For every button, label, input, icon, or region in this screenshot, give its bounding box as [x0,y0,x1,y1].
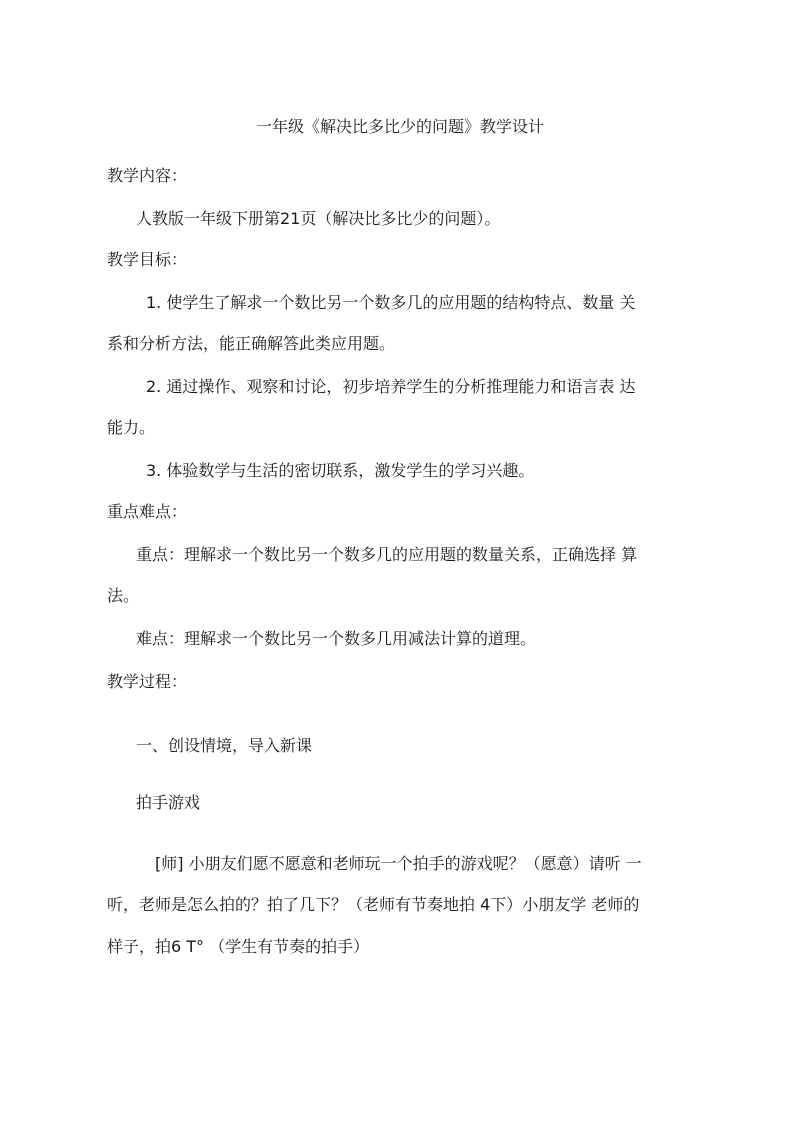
key-point-line-1: 重点：理解求一个数比另一个数多几的应用题的数量关系，正确选择 算 [136,545,638,564]
paragraph-line-3: 样子，拍6 T° （学生有节奏的拍手） [107,937,370,956]
key-heading: 重点难点： [107,502,188,521]
goal-2-line-1: 2. 通过操作、观察和讨论，初步培养学生的分析推理能力和语言表 达 [146,377,636,396]
content-text: 人教版一年级下册第21页（解决比多比少的问题）。 [136,209,501,228]
section-1-heading: 一、创设情境，导入新课 [136,736,313,755]
document-title: 一年级《解决比多比少的问题》教学设计 [255,117,544,136]
content-heading: 教学内容： [107,166,188,185]
goal-1-line-2: 系和分析方法，能正确解答此类应用题。 [107,334,396,353]
process-heading: 教学过程： [107,672,188,691]
activity-heading: 拍手游戏 [136,793,201,812]
paragraph-line-1: [师] 小朋友们愿不愿意和老师玩一个拍手的游戏呢？（愿意）请听 一 [155,854,642,873]
goal-3: 3. 体验数学与生活的密切联系，激发学生的学习兴趣。 [146,461,535,480]
goal-2-line-2: 能力。 [107,418,156,437]
goal-1-line-1: 1. 使学生了解求一个数比另一个数多几的应用题的结构特点、数量 关 [146,293,636,312]
key-point-line-2: 法。 [107,586,140,605]
goals-heading: 教学目标： [107,250,188,269]
paragraph-line-2: 听，老师是怎么拍的？拍了几下？（老师有节奏地拍 4下）小朋友学 老师的 [107,895,640,914]
difficulty-point: 难点：理解求一个数比另一个数多几用减法计算的道理。 [136,629,537,648]
